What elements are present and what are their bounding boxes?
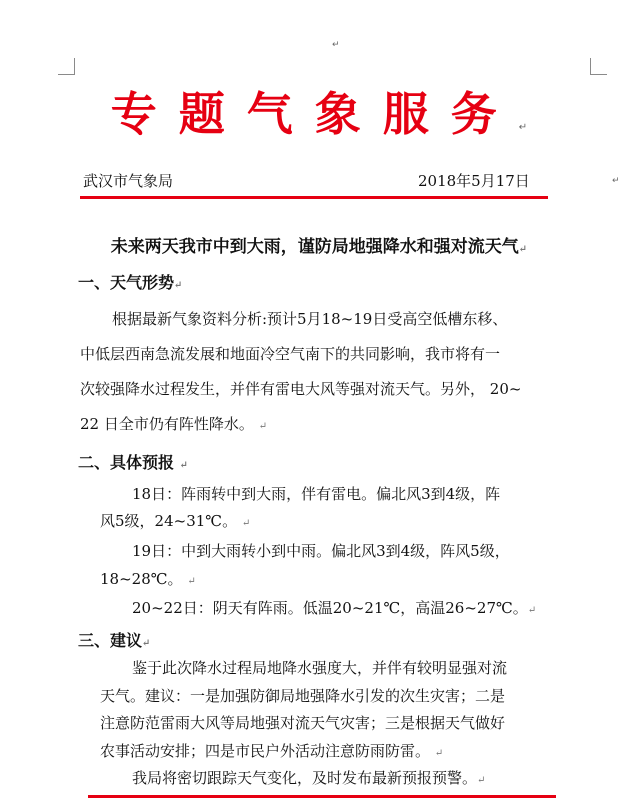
section-heading-text: 三、建议 bbox=[78, 631, 143, 650]
body-line-text: 风5级，24~31℃。 bbox=[100, 512, 238, 530]
section-heading-text: 二、具体预报 bbox=[78, 453, 175, 472]
banner-text: 专题气象服务 bbox=[110, 87, 519, 141]
body-line: 中低层西南急流发展和地面冷空气南下的共同影响，我市将有一 bbox=[80, 345, 501, 363]
section-heading bbox=[78, 450, 188, 473]
body-line: 根据最新气象资料分析:预计5月18~19日受高空低槽东移、 bbox=[112, 310, 508, 328]
body-line bbox=[80, 408, 267, 443]
paragraph-mark: ↵ bbox=[518, 244, 528, 255]
body-line-text: 农事活动安排；四是市民户外活动注意防雨防雷。 bbox=[100, 742, 431, 760]
paragraph-mark: ↵ bbox=[477, 775, 486, 786]
body-line: 次较强降水过程发生，并伴有雷电大风等强对流天气。另外， 20~ bbox=[80, 380, 522, 398]
body-line-text: 我局将密切跟踪天气变化，及时发布最新预报预警。 bbox=[132, 769, 478, 787]
paragraph-mark: ↵ bbox=[434, 748, 444, 759]
paragraph-mark: ↵ bbox=[187, 576, 196, 587]
body-line: 天气。建议：一是加强防御局地强降水引发的次生灾害；二是 bbox=[100, 687, 506, 705]
body-line-text: 22 日全市仍有阵性降水。 bbox=[80, 415, 254, 433]
body-line bbox=[132, 762, 485, 797]
paragraph-mark: ↵ bbox=[527, 605, 537, 616]
document-title-text: 未来两天我市中到大雨，谨防局地强降水和强对流天气 bbox=[110, 237, 519, 257]
footer-divider bbox=[88, 795, 556, 798]
paragraph-mark: ↵ bbox=[142, 638, 151, 649]
paragraph-mark: ↵ bbox=[241, 518, 251, 529]
crop-mark-top-right bbox=[590, 58, 607, 75]
paragraph-mark: ↵ bbox=[174, 280, 183, 291]
body-line-text: 20~22日：阴天有阵雨。低温20~21℃，高温26~27℃。 bbox=[132, 599, 528, 617]
banner-title bbox=[0, 78, 638, 144]
document-title bbox=[0, 232, 638, 257]
section-heading bbox=[78, 628, 150, 651]
body-line: 注意防范雷雨大风等局地强对流天气灾害；三是根据天气做好 bbox=[100, 714, 506, 732]
paragraph-mark: ↵ bbox=[332, 40, 340, 50]
paragraph-mark: ↵ bbox=[179, 460, 188, 471]
section-heading bbox=[78, 270, 182, 293]
crop-mark-top-left bbox=[58, 58, 75, 75]
body-line: 18日：阵雨转中到大雨，伴有雷电。偏北风3到4级，阵 bbox=[132, 485, 501, 503]
body-line-text: 18~28℃。 bbox=[100, 570, 183, 588]
header-divider bbox=[80, 196, 548, 199]
issuing-agency: 武汉市气象局 bbox=[83, 172, 174, 190]
paragraph-mark: ↵ bbox=[258, 421, 268, 432]
paragraph-mark: ↵ bbox=[612, 176, 620, 186]
body-line: 19日：中到大雨转小到中雨。偏北风3到4级，阵风5级， bbox=[132, 542, 510, 560]
body-line: 鉴于此次降水过程局地降水强度大，并伴有较明显强对流 bbox=[132, 659, 508, 677]
paragraph-mark: ↵ bbox=[518, 122, 528, 133]
issue-date: 2018年5月17日 bbox=[418, 172, 530, 190]
body-line bbox=[132, 592, 536, 627]
section-heading-text: 一、天气形势 bbox=[78, 273, 175, 292]
